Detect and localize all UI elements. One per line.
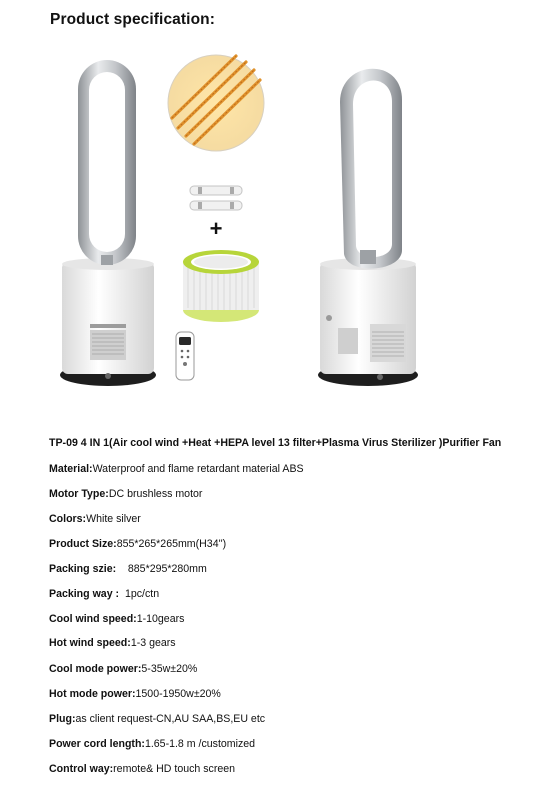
spec-value: as client request-CN,AU SAA,BS,EU etc [75, 713, 266, 725]
spec-key: Hot wind speed: [49, 637, 131, 649]
fan-side-view [318, 69, 418, 386]
spec-row-power-cord-length [49, 737, 255, 751]
spec-value: 1-10gears [136, 613, 185, 625]
product-image-panel [48, 40, 488, 410]
spec-key: Control way: [49, 763, 114, 775]
spec-key: Packing szie: [49, 563, 117, 575]
spec-row-packing-size [49, 562, 207, 576]
spec-row-material [49, 462, 304, 476]
product-illustration [48, 40, 488, 410]
hepa-filter [183, 250, 259, 322]
spec-value: 5-35w±20% [141, 663, 198, 675]
spec-row-control-way [49, 762, 235, 776]
spec-value: 1.65-1.8 m /customized [144, 738, 256, 750]
spec-key: Colors: [49, 513, 87, 525]
spec-value: 855*265*265mm(H34'') [116, 538, 227, 550]
spec-key: Plug: [49, 713, 76, 725]
spec-key: Product Size: [49, 538, 117, 550]
heating-element-closeup [168, 55, 264, 151]
spec-row-cool-mode-power [49, 662, 197, 676]
spec-row-plug [49, 712, 265, 726]
spec-title-description: Air cool wind +Heat +HEPA level 13 filter+Plasma Virus Sterilizer )Purifier Fan [112, 437, 502, 449]
spec-key: Motor Type: [49, 488, 109, 500]
spec-value: 885*295*280mm [116, 563, 207, 575]
spec-value: DC brushless motor [108, 488, 203, 500]
spec-key: Cool wind speed: [49, 613, 137, 625]
spec-key: Packing way : [49, 588, 120, 600]
spec-row-packing-way [49, 587, 159, 601]
spec-value: White silver [86, 513, 141, 525]
spec-value: Waterproof and flame retardant material ABS [92, 463, 304, 475]
spec-row-product-size [49, 537, 226, 551]
page-heading: Product specification: [50, 11, 215, 28]
spec-key: Material: [49, 463, 93, 475]
spec-value: remote& HD touch screen [113, 763, 236, 775]
remote-control [176, 332, 194, 380]
spec-key: Power cord length: [49, 738, 145, 750]
spec-row-motor-type [49, 487, 202, 501]
spec-value: 1500-1950w±20% [135, 688, 221, 700]
spec-title-model: TP-09 4 IN 1( [49, 437, 113, 449]
spec-key: Hot mode power: [49, 688, 136, 700]
spec-key: Cool mode power: [49, 663, 142, 675]
fan-front-view [60, 60, 156, 386]
spec-row-colors [49, 512, 141, 526]
plus-sign: + [209, 216, 223, 241]
spec-row-hot-mode-power [49, 687, 221, 701]
spec-value: 1pc/ctn [119, 588, 160, 600]
spec-value: 1-3 gears [130, 637, 176, 649]
plasma-sterilizer-tubes [190, 186, 242, 210]
spec-row-hot-wind-speed [49, 636, 176, 650]
spec-title [49, 436, 501, 450]
spec-row-cool-wind-speed [49, 612, 184, 626]
